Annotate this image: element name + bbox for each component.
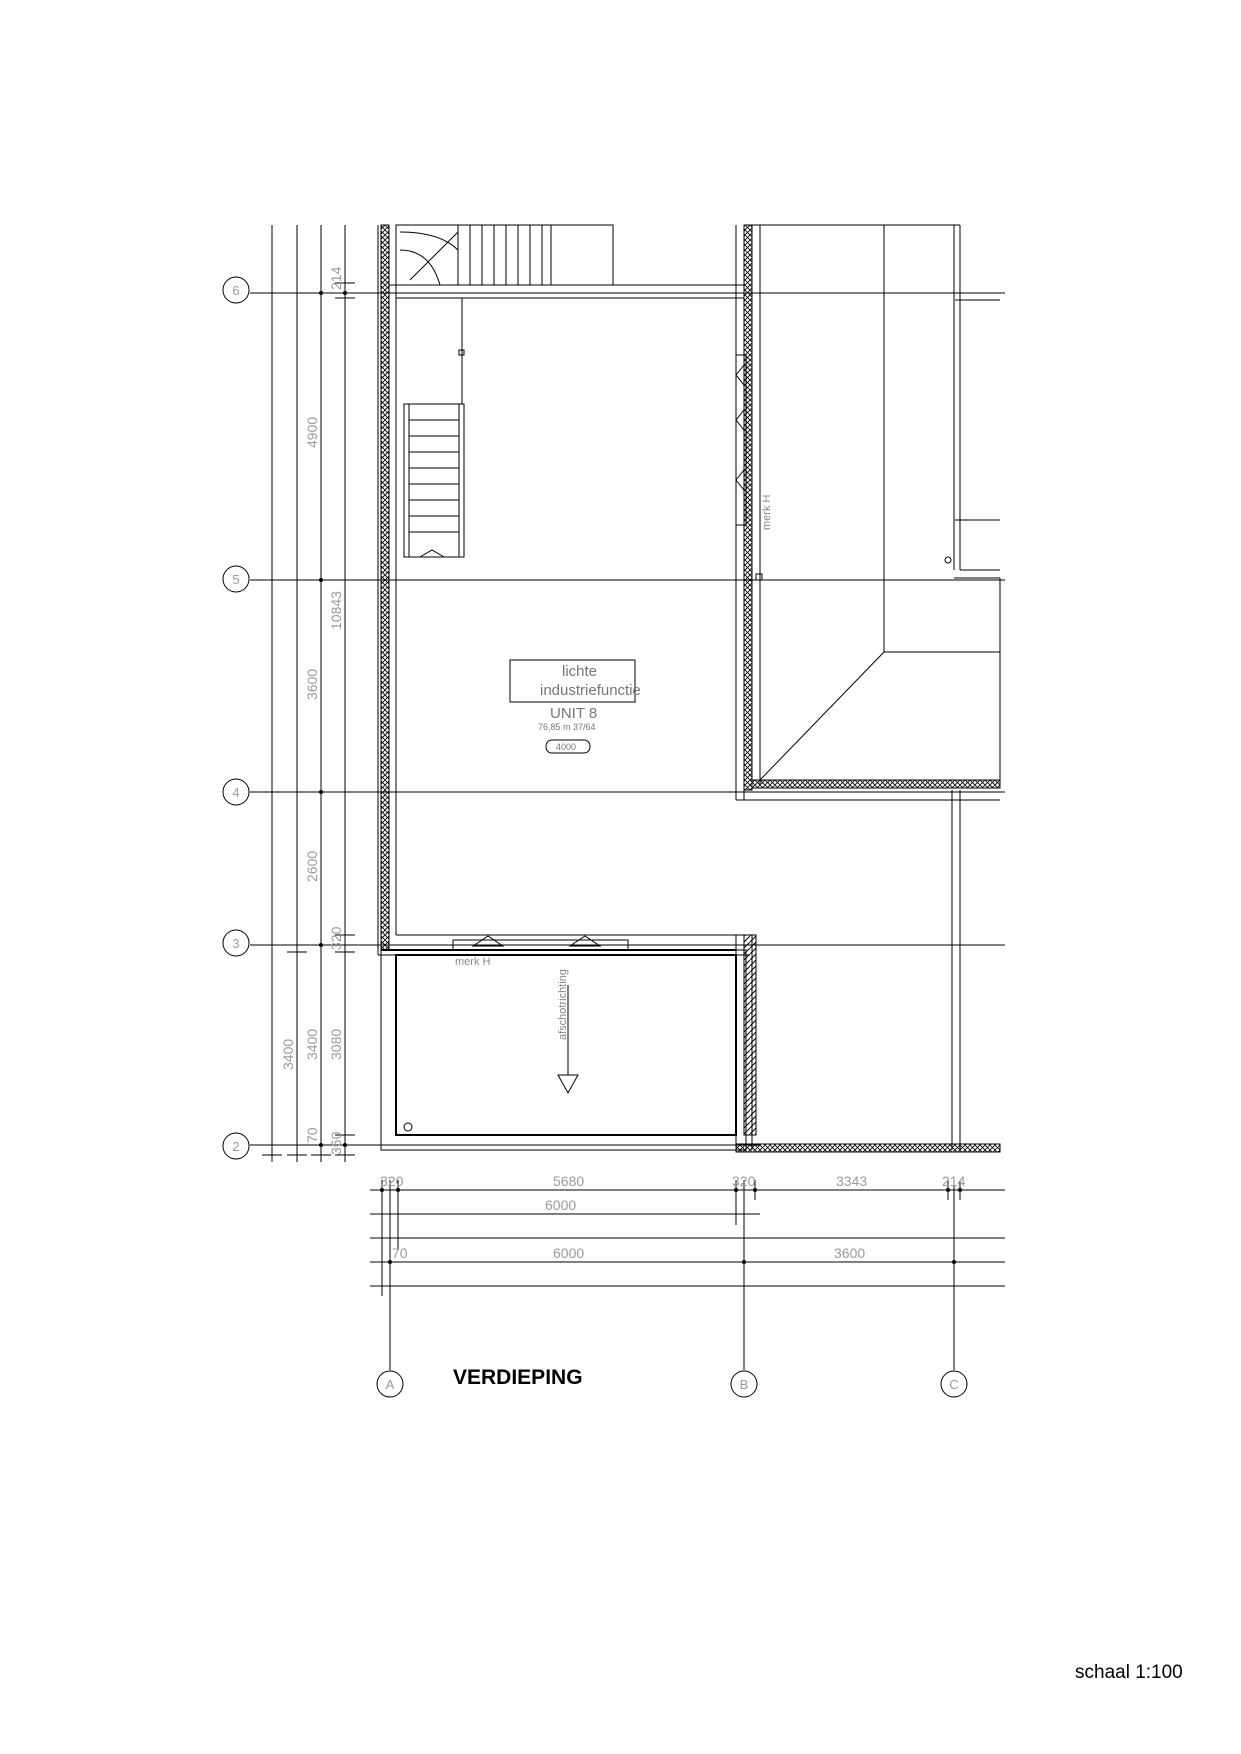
grid-lines-vertical [390, 1180, 954, 1370]
svg-text:4900: 4900 [304, 416, 320, 448]
neighbour-structure [404, 225, 1000, 1152]
svg-text:320: 320 [380, 1173, 404, 1189]
grid-col-c: C [949, 1377, 959, 1392]
svg-text:3080: 3080 [328, 1028, 344, 1060]
svg-text:214: 214 [328, 266, 344, 290]
grid-col-a: A [385, 1377, 395, 1392]
grid-col-b: B [739, 1377, 749, 1392]
drawing-title: VERDIEPING [453, 1366, 583, 1389]
stair-inner [404, 298, 464, 557]
svg-text:3343: 3343 [836, 1173, 868, 1189]
stair-top [400, 225, 551, 285]
room-unit: UNIT 8 [550, 705, 598, 722]
window-mark-right: merk H [761, 494, 773, 530]
fall-direction-label: afschotrichting [557, 969, 569, 1040]
grid-row-2: 2 [232, 1139, 240, 1154]
grid-row-3: 3 [232, 936, 240, 951]
window-mark-left: merk H [455, 956, 491, 968]
svg-text:3400: 3400 [304, 1028, 320, 1060]
grid-lines-horizontal [250, 293, 1005, 1145]
svg-text:5680: 5680 [553, 1173, 585, 1189]
svg-text:320: 320 [732, 1173, 756, 1189]
svg-text:6000: 6000 [545, 1197, 577, 1213]
svg-text:10843: 10843 [328, 591, 344, 630]
grid-row-bubbles [223, 277, 249, 1159]
grid-row-4: 4 [232, 785, 240, 800]
svg-text:70: 70 [392, 1245, 408, 1261]
horizontal-dimension-lines [370, 1180, 1005, 1296]
svg-text:70: 70 [304, 1127, 320, 1143]
svg-text:320: 320 [328, 926, 344, 950]
grid-row-6: 6 [232, 283, 240, 298]
svg-text:3600: 3600 [304, 668, 320, 700]
windows-bottom [453, 936, 628, 950]
svg-text:360: 360 [328, 1131, 344, 1155]
svg-text:6000: 6000 [553, 1245, 585, 1261]
room-function-line2: industriefunctie [540, 682, 641, 699]
room-tag: 4000 [556, 742, 577, 752]
grid-row-5: 5 [232, 572, 240, 587]
svg-text:2600: 2600 [304, 850, 320, 882]
vertical-dimension-texts [280, 266, 344, 1155]
horizontal-dimension-texts [380, 1173, 966, 1261]
svg-text:3600: 3600 [834, 1245, 866, 1261]
room-area: 76,85 m 37/64 [538, 722, 596, 732]
svg-text:214: 214 [942, 1173, 966, 1189]
drawing-scale: schaal 1:100 [1075, 1662, 1183, 1683]
svg-text:3400: 3400 [280, 1038, 296, 1070]
room-function-line1: lichte [562, 663, 598, 680]
